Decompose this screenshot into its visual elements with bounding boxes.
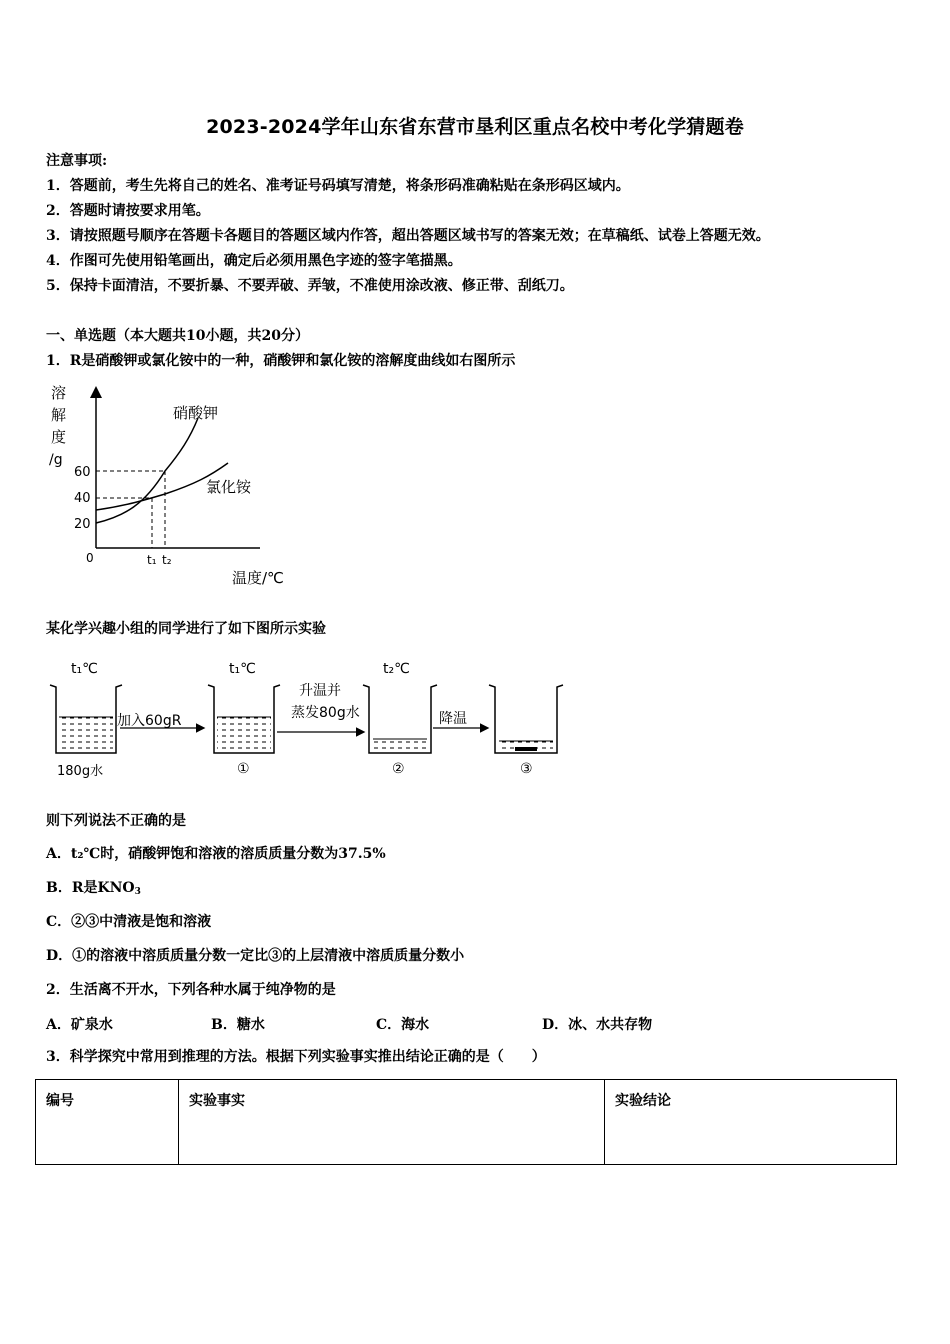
water-label: 180g水	[57, 764, 104, 779]
y-tick-label: 60	[74, 465, 91, 480]
step-label: 加入60gR	[117, 713, 182, 729]
question-prompt: 则下列说法不正确的是	[46, 813, 186, 829]
x-tick-label: t₂	[162, 553, 172, 567]
temp-label: t₂℃	[383, 661, 410, 677]
option-b-text: B．R是KNO	[46, 880, 135, 896]
temp-label: t₁℃	[71, 661, 98, 677]
liquid	[59, 717, 113, 751]
q2-option-a: A．矿泉水	[46, 1017, 113, 1033]
note-item: 1．答题前，考生先将自己的姓名、准考证号码填写清楚，将条形码准确粘贴在条形码区域内。	[46, 178, 630, 194]
table-header-cell: 实验事实	[179, 1080, 605, 1165]
q2-option-c: C．海水	[376, 1017, 430, 1033]
step-label: 降温	[439, 711, 467, 727]
liquid	[217, 717, 271, 751]
beaker-label: ③	[520, 761, 533, 777]
section-heading: 一、单选题（本大题共10小题，共20分）	[46, 328, 309, 344]
note-item: 3．请按照题号顺序在答题卡各题目的答题区域内作答，超出答题区域书写的答案无效；在草稿纸、试卷上答题无效。	[46, 228, 770, 244]
note-item: 2．答题时请按要求用笔。	[46, 203, 210, 219]
beaker-label: ②	[392, 761, 405, 777]
table-header-cell: 实验结论	[605, 1080, 897, 1165]
note-item: 4．作图可先使用铅笔画出，确定后必须用黑色字迹的签字笔描黑。	[46, 253, 462, 269]
step-label: 蒸发80g水	[291, 705, 360, 721]
note-item: 5．保持卡面清洁，不要折暴、不要弄破、弄皱，不准使用涂改液、修正带、刮纸刀。	[46, 278, 574, 294]
beaker-label: ①	[237, 761, 250, 777]
experiment-diagram	[45, 655, 565, 785]
y-axis-label: 溶	[51, 384, 67, 402]
liquid	[373, 739, 427, 751]
temp-label: t₁℃	[229, 661, 256, 677]
x-axis-label: 温度/℃	[232, 569, 284, 587]
y-axis-label: 度	[51, 428, 67, 446]
question-3-stem: 3．科学探究中常用到推理的方法。根据下列实验事实推出结论正确的是（ ）	[46, 1049, 546, 1065]
option-b	[46, 879, 141, 901]
question-2-stem: 2．生活离不开水，下列各种水属于纯净物的是	[46, 982, 336, 998]
table-row	[36, 1080, 897, 1165]
option-d: D．①的溶液中溶质质量分数一定比③的上层清液中溶质质量分数小	[46, 948, 465, 964]
solubility-graph	[40, 378, 300, 593]
table-header-cell: 编号	[36, 1080, 179, 1165]
option-b-subscript: 3	[134, 887, 141, 897]
y-tick-label: 40	[74, 491, 91, 506]
y-axis-label: 解	[51, 406, 67, 424]
question-1-stem: 1．R是硝酸钾或氯化铵中的一种，硝酸钾和氯化铵的溶解度曲线如右图所示	[46, 353, 516, 369]
ammonium-chloride-label: 氯化铵	[206, 478, 252, 496]
page-title: 2023-2024学年山东省东营市垦利区重点名校中考化学猜题卷	[206, 116, 744, 138]
step-label: 升温并	[299, 683, 341, 699]
y-tick-label: 20	[74, 517, 91, 532]
y-axis-label: /g	[49, 452, 63, 468]
option-a: A．t₂℃时，硝酸钾饱和溶液的溶质质量分数为37.5%	[46, 846, 386, 862]
q2-option-d: D．冰、水共存物	[542, 1017, 653, 1033]
x-tick-label: t₁	[147, 553, 157, 567]
q3-table	[35, 1079, 897, 1165]
option-c: C．②③中清液是饱和溶液	[46, 914, 212, 930]
origin-label: 0	[86, 551, 94, 565]
potassium-nitrate-label: 硝酸钾	[173, 404, 219, 422]
notes-heading: 注意事项:	[46, 153, 108, 169]
crystal-precipitate	[515, 747, 537, 751]
q2-option-b: B．糖水	[211, 1017, 265, 1033]
experiment-intro: 某化学兴趣小组的同学进行了如下图所示实验	[46, 621, 326, 637]
